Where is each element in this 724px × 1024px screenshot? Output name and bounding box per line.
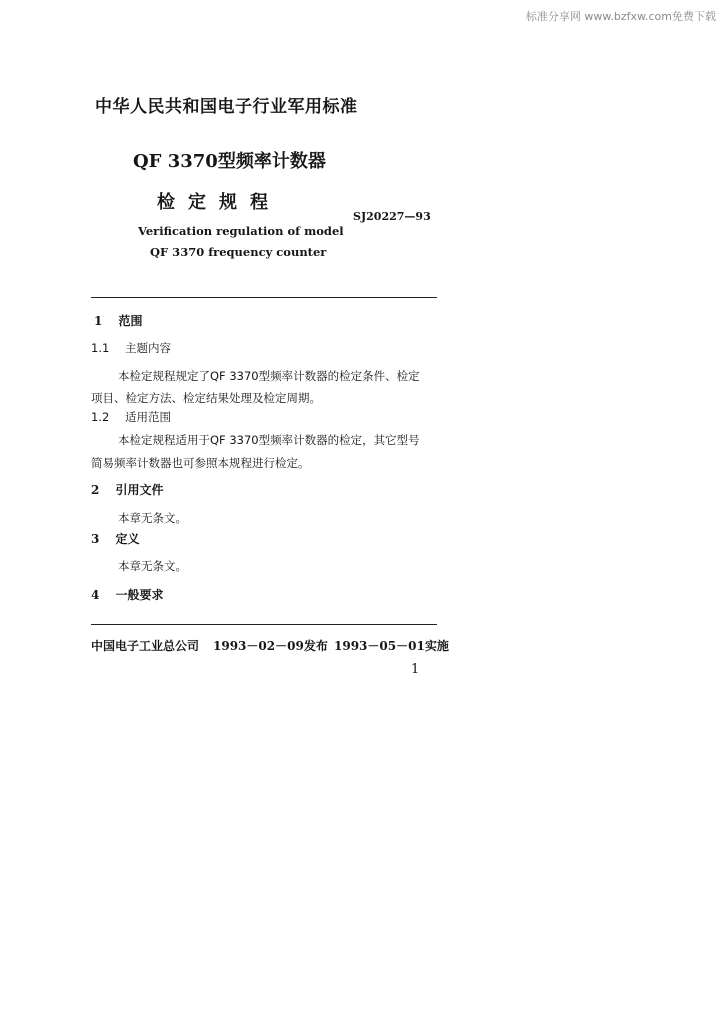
paragraph-line: 本章无条文。: [118, 511, 187, 525]
document-title-text: 型频率计数器: [217, 151, 326, 172]
page-number: 1: [411, 662, 420, 677]
issue-date: 1993－02－09: [213, 639, 304, 653]
effective-date: 1993－05－01: [334, 639, 425, 653]
document-title: [133, 147, 326, 173]
section-number: 1.2: [91, 410, 110, 424]
watermark-text: 标准分享网 www.bzfxw.com免费下载: [525, 10, 716, 23]
section-4-heading: [91, 586, 164, 603]
header-divider: [91, 297, 437, 298]
paragraph-line: 本检定规程适用于QF 3370型频率计数器的检定，其它型号: [118, 433, 420, 447]
issue-date-line: [213, 637, 328, 654]
section-1-2-heading: [91, 409, 171, 425]
issuer: 中国电子工业总公司: [91, 639, 200, 653]
section-number: 3: [91, 532, 100, 546]
standard-title: 中华人民共和国电子行业军用标准: [95, 97, 358, 117]
section-number: 1.1: [91, 341, 110, 355]
section-title: 引用文件: [115, 483, 164, 497]
paragraph-line: 简易频率计数器也可参照本规程进行检定。: [91, 456, 310, 470]
section-number: 2: [91, 483, 100, 497]
english-title-line-1: Verification regulation of model: [138, 224, 344, 238]
section-title: 定义: [115, 532, 140, 546]
footer-divider: [91, 624, 437, 625]
section-number: 1: [94, 314, 103, 328]
section-1-1-heading: [91, 340, 171, 356]
paragraph-line: 本检定规程规定了QF 3370型频率计数器的检定条件、检定: [118, 369, 420, 383]
section-title: 一般要求: [115, 588, 164, 602]
effective-label: 实施: [424, 639, 449, 653]
section-title: 范围: [118, 314, 143, 328]
section-title: 主题内容: [124, 341, 171, 355]
section-3-heading: [91, 530, 140, 547]
effective-date-line: [334, 637, 449, 654]
paragraph-line: 本章无条文。: [118, 559, 187, 573]
standard-number: SJ20227—93: [353, 210, 431, 223]
section-2-heading: [91, 481, 164, 498]
section-title: 适用范围: [124, 410, 171, 424]
document-title-code: QF 3370: [133, 151, 218, 172]
document-subtitle: 检定规程: [157, 192, 281, 213]
section-number: 4: [91, 588, 100, 602]
paragraph-line: 项目、检定方法、检定结果处理及检定周期。: [91, 391, 321, 405]
issue-label: 发布: [303, 639, 328, 653]
english-title-line-2: QF 3370 frequency counter: [150, 245, 327, 259]
section-1-heading: [94, 312, 143, 329]
